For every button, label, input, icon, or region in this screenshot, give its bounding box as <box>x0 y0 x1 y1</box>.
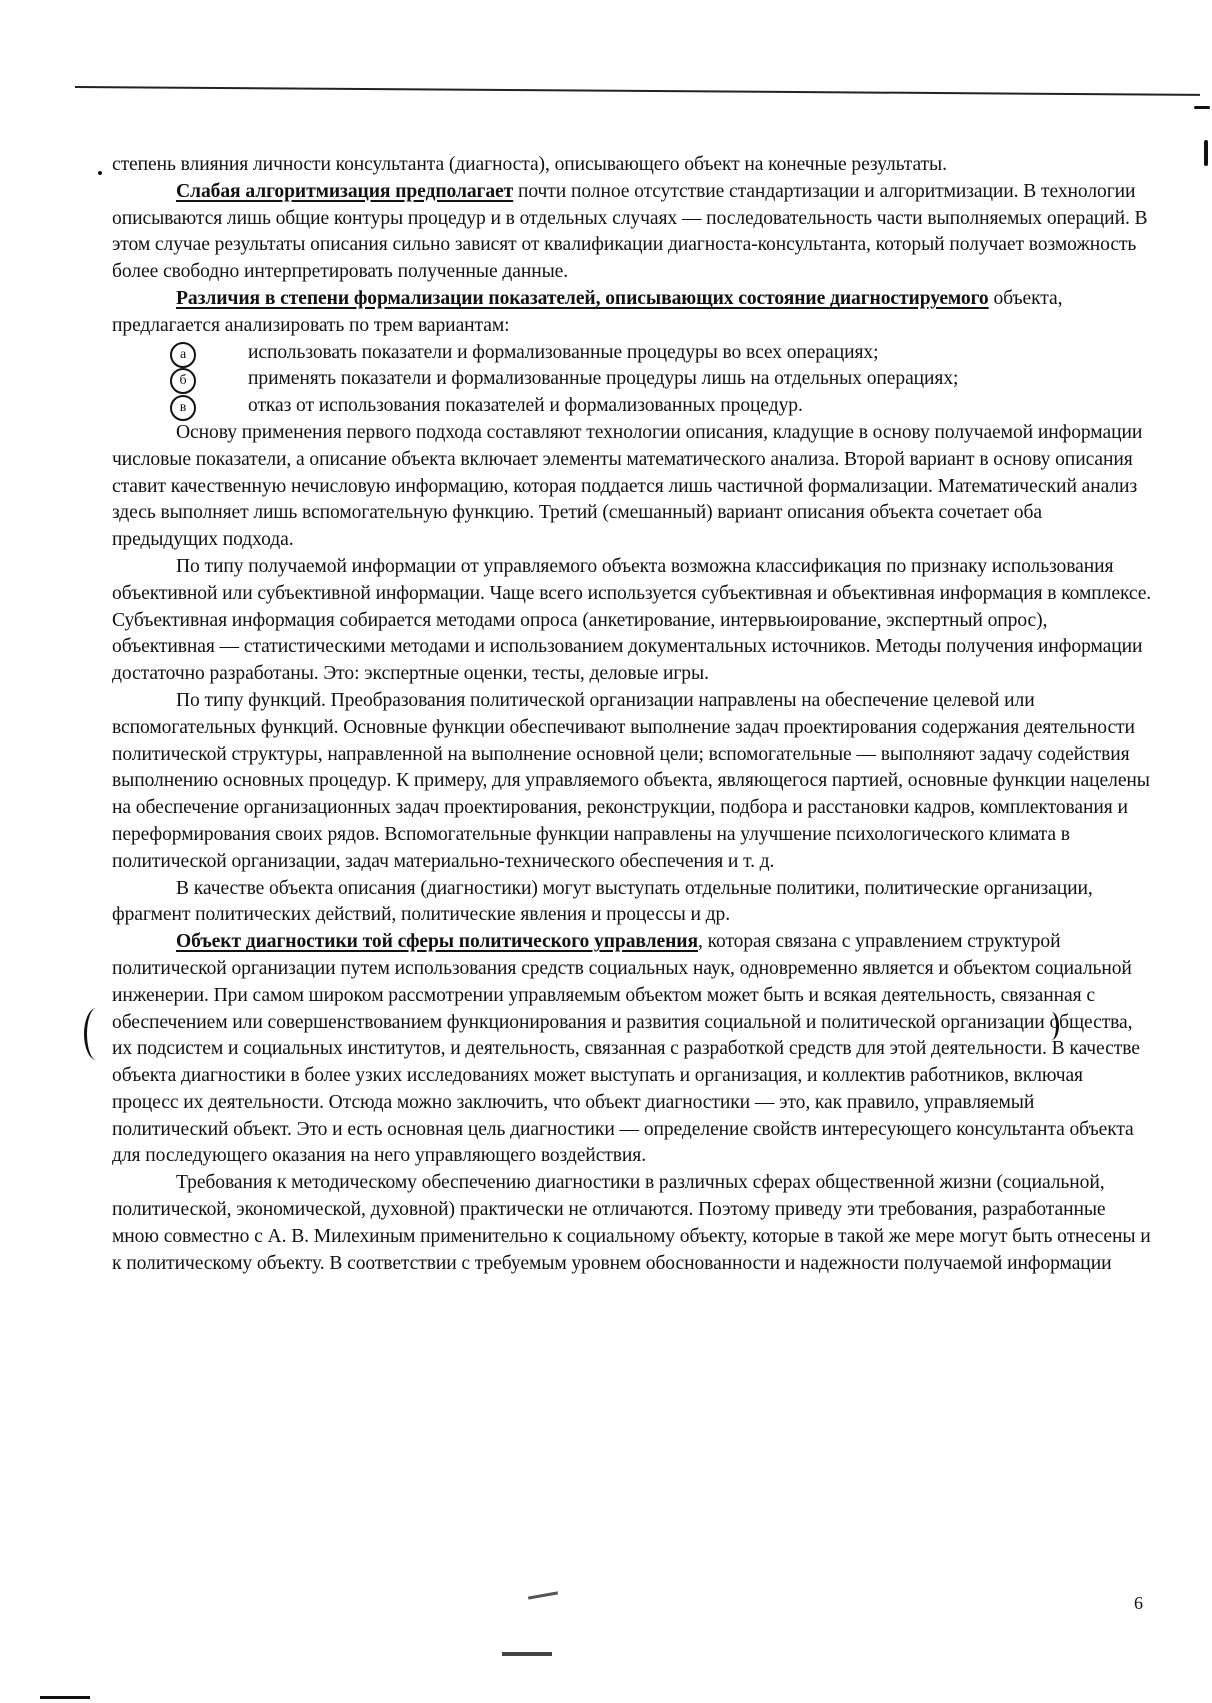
paragraph-2-lead: Слабая алгоритмизация предполагает <box>176 180 514 202</box>
paragraph-3-text: объекта, предлагается анализировать по трем вариантам: <box>112 287 1063 336</box>
bracket-mark-right <box>1044 1012 1059 1040</box>
paragraph-3-lead: Различия в степени формализации показателей, описывающих состояние диагностируемого <box>176 287 989 309</box>
paragraph-2-text: почти полное отсутствие стандартизации и алгоритмизации. В технологии описываются лишь общие контуры процедур и в отдельных случаях — последовательность части выполняемых операций. В этом случае результаты описания сильно зависят от квалификации диагноста-консультанта, который получает возможность более свободно интерпретировать полученные данные. <box>112 180 1148 283</box>
list-marker: а <box>170 342 196 368</box>
paragraph-9: Требования к методическому обеспечению диагностики в различных сферах общественной жизни (социальной, политической, экономической, духовной) практически не отличаются. Поэтому приведу эти требования, разработанные мною совместно с А. В. Милехиным применительно к социальному объекту, которые в такой же мере могут быть отнесены и к политическому объекту. В соответствии с требуемым уровнем обоснованности и надежности получаемой информации <box>112 1172 1151 1274</box>
edge-mark <box>40 1696 90 1699</box>
stray-dot <box>98 171 102 175</box>
variants-list <box>112 340 1152 420</box>
edge-mark <box>1204 140 1208 166</box>
paragraph-6: По типу функций. Преобразования политической организации направлены на обеспечение целевой или вспомогательных функций. Основные функции обеспечивают выполнение задач проектирования содержания деятельности политической структуры, направленной на выполнение основной цели; вспомогательные — выполняют задачу содействия выполнению основных процедур. К примеру, для управляемого объекта, являющегося партией, основные функции нацелены на обеспечение организационных задач проектирования, реконструкции, подбора и расстановки кадров, комплектования и переформирования своих рядов. Вспомогательные функции направлены на улучшение психологического климата в политической организации, задач материально-технического обеспечения и т. д. <box>112 689 1150 872</box>
list-item-text: отказ от использования показателей и формализованных процедур. <box>248 395 803 417</box>
list-item <box>112 340 1152 367</box>
paragraph-3 <box>112 286 1152 340</box>
scan-blot <box>502 1652 552 1656</box>
list-marker: в <box>170 395 196 421</box>
paragraph-2 <box>112 179 1152 286</box>
top-rule <box>75 86 1200 96</box>
edge-mark <box>1194 106 1210 109</box>
paragraph-4: Основу применения первого подхода составляют технологии описания, кладущие в основу получаемой информации числовые показатели, а описание объекта включает элементы математического анализа. Второй вариант в основу описания ставит качественную нечисловую информацию, которая поддается лишь частичной формализации. Математический анализ здесь выполняет лишь вспомогательную функцию. Третий (смешанный) вариант описания объекта сочетает оба предыдущих подхода. <box>112 421 1143 551</box>
paragraph-7: В качестве объекта описания (диагностики) могут выступать отдельные политики, политические организации, фрагмент политических действий, политические явления и процессы и др. <box>112 877 1093 926</box>
page-number: 6 <box>1134 1593 1143 1613</box>
document-body <box>112 152 1152 1277</box>
bracket-mark-left <box>84 1008 109 1060</box>
paragraph-8-lead: Объект диагностики той сферы политического управления <box>176 931 698 953</box>
list-item <box>112 393 1152 420</box>
paragraph-1: степень влияния личности консультанта (диагноста), описывающего объект на конечные результаты. <box>112 154 947 175</box>
list-marker: б <box>170 368 196 394</box>
list-item <box>112 366 1152 393</box>
paragraph-8 <box>112 929 1152 1170</box>
paragraph-5: По типу получаемой информации от управляемого объекта возможна классификация по признаку использования объективной или субъективной информации. Чаще всего используется субъективная и объективная информация в комплексе. Субъективная информация собирается методами опроса (анкетирование, интервьюирование, экспертный опрос), объективная — статистическими методами и использованием документальных источников. Методы получения информации достаточно разработаны. Это: экспертные оценки, тесты, деловые игры. <box>112 555 1152 685</box>
paragraph-8-text: , которая связана с управлением структурой политической организации путем использования средств социальных наук, одновременно является и объектом социальной инженерии. При самом широком рассмотрении управляемым объектом может быть и всякая деятельность, связанная с обеспечением или совершенствованием функционирования и развития социальной и политической организации общества, их подсистем и социальных институтов, и деятельность, связанная с разработкой средств для этой деятельности. В качестве объекта диагностики в более узких исследованиях может выступать и организация, и коллектив работников, включая процесс их деятельности. Отсюда можно заключить, что объект диагностики — это, как правило, управляемый политический объект. Это и есть основная цель диагностики — определение свойств интересующего консультанта объекта для последующего оказания на него управляющего воздействия. <box>112 931 1140 1167</box>
list-item-text: применять показатели и формализованные процедуры лишь на отдельных операциях; <box>248 368 959 390</box>
scan-blot <box>528 1591 558 1599</box>
list-item-text: использовать показатели и формализованные процедуры во всех операциях; <box>248 341 879 363</box>
